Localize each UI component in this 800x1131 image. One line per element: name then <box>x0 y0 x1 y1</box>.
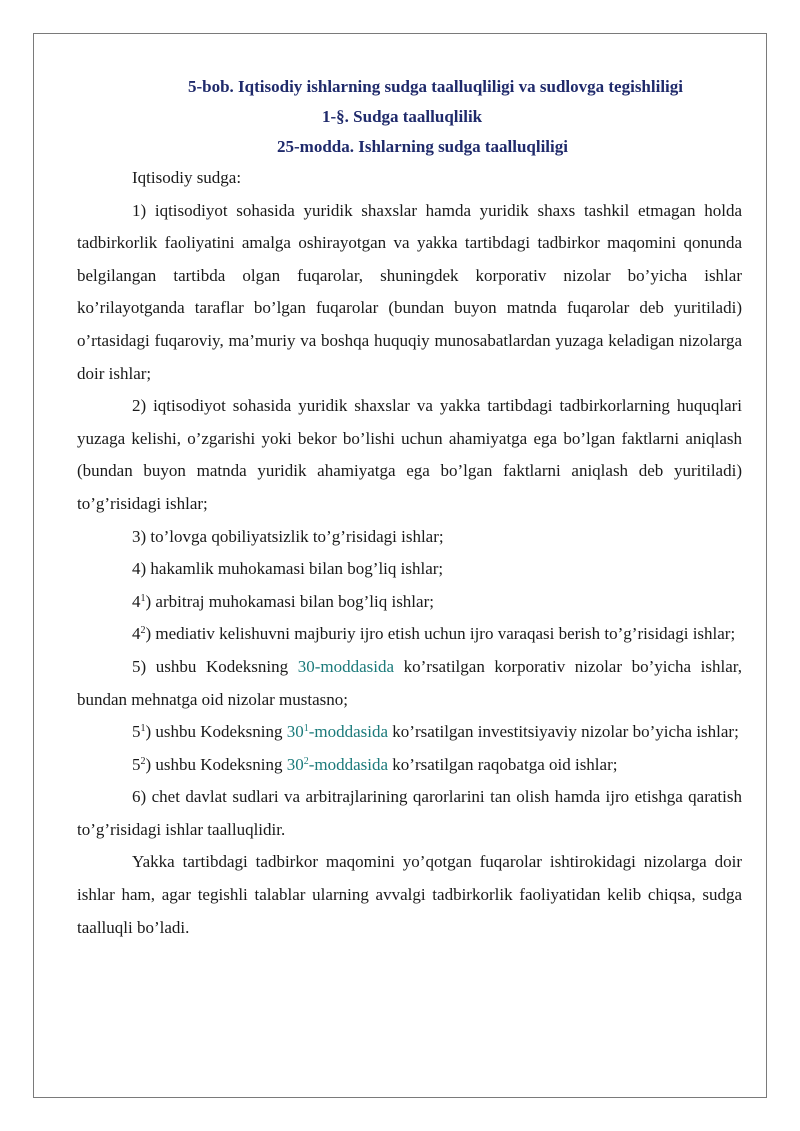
list-item-1: 1) iqtisodiyot sohasida yuridik shaxslar hamda yuridik shaxs tashkil etmagan holda tadbirkorlik faoliyatini amalga oshirayotgan va yakka tartibdagi tadbirkor maqomini qonunda belgilangan tartibda olgan fuqarolar, shuningdek korporativ nizolar bo’yicha ishlar ko’rilayotganda taraflar bo’lgan fuqarolar (bundan buyon matnda fuqarolar deb yuritiladi) o’rtasidagi fuqaroviy, ma’muriy va boshqa huquqiy munosabatlardan yuzaga keladigan nizolarga doir ishlar; <box>77 200 742 383</box>
section-heading: 1-§. Sudga taalluqlilik <box>322 107 483 126</box>
item-number: 5 <box>132 722 141 742</box>
document-body <box>77 72 742 944</box>
link-number: 30 <box>286 754 304 774</box>
item-superscript: 2 <box>140 755 146 767</box>
list-item-5 <box>77 651 742 716</box>
item-text: ko’rsatilgan raqobatga oid ishlar; <box>388 754 618 774</box>
list-item-5-2 <box>77 749 742 782</box>
closing-paragraph: Yakka tartibdagi tadbirkor maqomini yo’qotgan fuqarolar ishtirokidagi nizolarga doir ishlar ham, agar tegishli talablar ularning avvalgi tadbirkorlik faoliyatidan kelib chiqsa, sudga taalluqli bo’ladi. <box>77 852 742 937</box>
list-item-3: 3) to’lovga qobiliyatsizlik to’g’risidagi ishlar; <box>132 526 444 546</box>
list-item-5-1 <box>77 716 742 749</box>
list-item-6: 6) chet davlat sudlari va arbitrajlarining qarorlarini tan olish hamda ijro etishga qaratish to’g’risidagi ishlar taalluqlidir. <box>77 787 742 839</box>
link-superscript: 2 <box>303 755 309 767</box>
item-text: ko’rsatilgan korporativ nizolar bo’yicha ishlar, bundan mehnatga oid nizolar mustasno; <box>77 656 742 709</box>
item-superscript: 1 <box>140 723 146 735</box>
intro-paragraph: Iqtisodiy sudga: <box>132 168 242 187</box>
link-number: 30 <box>286 722 304 742</box>
item-superscript: 1 <box>140 592 146 604</box>
article-30-2-link[interactable] <box>287 755 388 774</box>
article-30-link[interactable]: 30-moddasida <box>297 656 395 676</box>
item-text: ) arbitraj muhokamasi bilan bog’liq ishlar; <box>145 591 434 611</box>
item-number: 4 <box>132 624 141 644</box>
item-number: 4 <box>132 591 141 611</box>
article-30-1-link[interactable] <box>287 722 388 741</box>
article-heading: 25-modda. Ishlarning sudga taalluqliligi <box>277 137 568 156</box>
item-text: ko’rsatilgan investitsiyaviy nizolar bo’yicha ishlar; <box>388 722 739 742</box>
list-item-4-1 <box>77 586 742 619</box>
list-item-2: 2) iqtisodiyot sohasida yuridik shaxslar va yakka tartibdagi tadbirkorlarning huquqlari yuzaga kelishi, o’zgarishi yoki bekor bo’lishi uchun ahamiyatga ega bo’lgan faktlarni aniqlash (bundan buyon matnda yuridik ahamiyatga ega bo’lgan faktlarni aniqlash deb yuritiladi) to’g’risidagi ishlar; <box>77 396 742 513</box>
item-text: ) ushbu Kodeksning <box>145 754 287 774</box>
item-text: ) ushbu Kodeksning <box>145 722 287 742</box>
item-text: 5) ushbu Kodeksning <box>132 656 298 676</box>
link-text: -moddasida <box>308 754 389 774</box>
list-item-4: 4) hakamlik muhokamasi bilan bog’liq ishlar; <box>132 559 444 579</box>
chapter-heading: 5-bob. Iqtisodiy ishlarning sudga taalluqliligi va sudlovga tegishliligi <box>187 77 684 96</box>
item-text: ) mediativ kelishuvni majburiy ijro etish uchun ijro varaqasi berish to’g’risidagi ishlar; <box>145 624 736 644</box>
link-superscript: 1 <box>303 723 309 735</box>
link-text: -moddasida <box>308 722 389 742</box>
list-item-4-2 <box>77 618 742 651</box>
item-superscript: 2 <box>140 625 146 637</box>
item-number: 5 <box>132 754 141 774</box>
